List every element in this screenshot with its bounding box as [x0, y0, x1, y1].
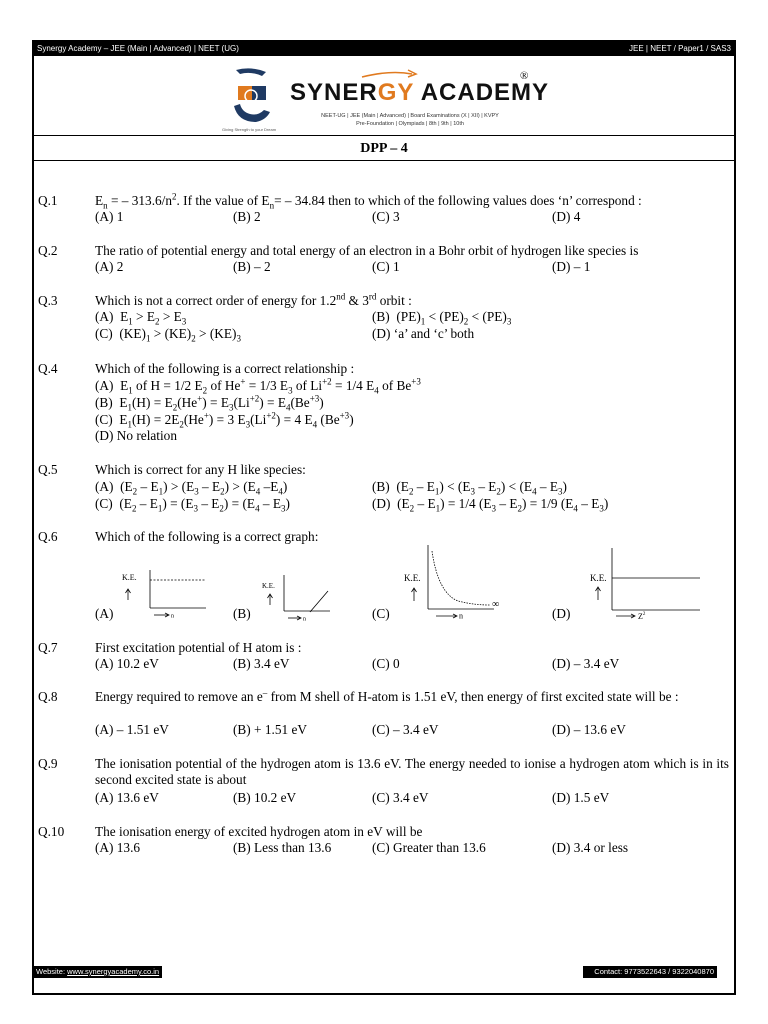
option-c[interactable]: (C) – 3.4 eV — [372, 722, 439, 737]
option-d[interactable]: (D) 4 — [552, 209, 581, 224]
option-d[interactable]: (D) $(E_2 - E_1) = 1/4$ $(E_3 - E_2) = 1/9$ $(E_4 - E_3)$ — [372, 496, 609, 514]
question-number: Q.3 — [38, 293, 58, 308]
option-d[interactable]: (D) – 13.6 eV — [552, 722, 626, 737]
option-c[interactable]: (C) 0 — [372, 656, 400, 671]
option-c[interactable]: (C) 3 — [372, 209, 400, 224]
graph-c — [398, 543, 508, 623]
option-a[interactable]: (A) — [95, 606, 114, 621]
option-b[interactable]: (B) $(E_2 - E_1) < (E_3 - E_2) < (E_4 - E_3)$ — [372, 479, 567, 497]
question-number: Q.10 — [38, 824, 65, 839]
page-title: DPP – 4 — [33, 137, 735, 161]
question-text: $E_n$ = – $313.6/n^2$. If the value of $E_n= - 34.84$ then to which of the following values does ‘n’ correspond : — [95, 191, 642, 211]
top-banner-left: Synergy Academy – JEE (Main | Advanced) | NEET (UG) — [37, 44, 239, 53]
graph-a-ylabel: K.E. — [122, 573, 137, 582]
option-d[interactable]: (D) ‘a’ and ‘c’ both — [372, 326, 475, 341]
option-d[interactable]: (D) – 3.4 eV — [552, 656, 620, 671]
question-text: Energy required to remove an e– from M shell of H-atom is 1.51 eV, then energy of first excited state will be : — [95, 687, 679, 704]
question-number: Q.9 — [38, 756, 58, 771]
option-c[interactable]: (C) $(KE)_1 > (KE)_2 > (KE)_3$ — [95, 326, 241, 344]
brand-name: SYNERGY ACADEMY — [290, 79, 550, 106]
option-c[interactable]: (C) — [372, 606, 390, 621]
question-number: Q.2 — [38, 243, 58, 258]
registered-mark: ® — [520, 70, 529, 82]
website-link[interactable]: www.synergyacademy.co.in — [67, 967, 160, 976]
question-number: Q.4 — [38, 361, 58, 376]
option-a[interactable]: (A) 13.6 eV — [95, 790, 159, 805]
option-d[interactable]: (D) 3.4 or less — [552, 840, 629, 855]
footer — [33, 966, 735, 978]
footer-website: Website: www.synergyacademy.co.in — [33, 966, 162, 978]
question-text: Which of the following is a correct relationship : — [95, 361, 355, 376]
option-c[interactable]: (C) $E_1(H) = 2E_2(He^+) = 3$ $E_3(Li^{+2}) = 4$ $E_4$ $(Be^{+3})$ — [95, 410, 354, 430]
option-a[interactable]: (A) – 1.51 eV — [95, 722, 169, 737]
graph-b-ylabel: K.E. — [262, 582, 275, 590]
option-b[interactable]: (B) + 1.51 eV — [233, 722, 307, 737]
option-b[interactable]: (B) $E_1(H) = E_2(He^+) = E_3(Li^{+2}) = E_4(Be^{+3})$ — [95, 393, 324, 413]
option-a[interactable]: (A) 1 — [95, 209, 124, 224]
option-c[interactable]: (C) 3.4 eV — [372, 790, 429, 805]
top-banner-right: JEE | NEET / Paper1 / SAS3 — [629, 44, 731, 53]
question-text: Which of the following is a correct graph: — [95, 529, 319, 544]
graph-c-infinity: ∞ — [492, 599, 500, 610]
graph-a-xlabel: n — [171, 613, 174, 618]
option-a[interactable]: (A) $(E_2 - E_1) > (E_3 - E_2) > (E_4$ $-E_4$) — [95, 479, 288, 497]
question-number: Q.8 — [38, 689, 58, 704]
question-number: Q.6 — [38, 529, 58, 544]
graph-c-xlabel: n — [459, 611, 463, 621]
option-d[interactable]: (D) – 1 — [552, 259, 591, 274]
option-c[interactable]: (C) $(E_2 - E_1) = (E_3 - E_2) = (E_4 - E_3)$ — [95, 496, 290, 514]
question-number: Q.7 — [38, 640, 58, 655]
question-text: The ionisation potential of the hydrogen atom is 13.6 eV. The energy needed to ionise a hydrogen atom which is in its second excited state is about — [95, 756, 729, 787]
question-number: Q.1 — [38, 193, 58, 208]
graph-a — [118, 562, 210, 618]
question-text: The ionisation energy of excited hydrogen atom in eV will be — [95, 824, 423, 839]
question-number: Q.5 — [38, 462, 58, 477]
logo-caption: Giving Strength to your Dream — [222, 127, 277, 132]
graph-d — [584, 546, 704, 622]
question-text: Which is not a correct order of energy for 1.2nd & 3rd orbit : — [95, 291, 412, 308]
tagline: NEET-UG | JEE (Main | Advanced) | Board Examinations (X | XII) | KVPY Pre-Foundation | Olympiads | 8th | 9th | 10th — [321, 113, 499, 127]
top-banner — [33, 42, 735, 56]
graph-c-ylabel: K.E. — [404, 573, 421, 583]
option-a[interactable]: (A) 10.2 eV — [95, 656, 159, 671]
option-a[interactable]: (A) 13.6 — [95, 840, 141, 855]
option-a[interactable]: (A) 2 — [95, 259, 124, 274]
option-d[interactable]: (D) — [552, 606, 571, 621]
option-b[interactable]: (B) – 2 — [233, 259, 271, 274]
option-b[interactable]: (B) Less than 13.6 — [233, 840, 332, 855]
graph-b — [258, 565, 338, 621]
graph-d-ylabel: K.E. — [590, 573, 607, 583]
question-text: The ratio of potential energy and total energy of an electron in a Bohr orbit of hydrogen like species is — [95, 243, 639, 258]
option-d[interactable]: (D) No relation — [95, 428, 177, 443]
question-text: First excitation potential of H atom is : — [95, 640, 302, 655]
option-d[interactable]: (D) 1.5 eV — [552, 790, 610, 805]
option-a[interactable]: (A) $E_1$ of H = 1/2 $E_2$ of He+ = 1/3 $E_3$ of $Li^{+2} = 1/4$ $E_4$ of $Be^{+3}$ — [95, 376, 421, 396]
option-b[interactable]: (B) — [233, 606, 251, 621]
question-text: Which is correct for any H like species: — [95, 462, 306, 477]
option-c[interactable]: (C) Greater than 13.6 — [372, 840, 486, 855]
option-b[interactable]: (B) 3.4 eV — [233, 656, 290, 671]
synergy-logo-icon — [226, 66, 276, 126]
option-b[interactable]: (B) 10.2 eV — [233, 790, 297, 805]
option-b[interactable]: (B) $(PE)_1 < (PE)_2 < (PE)_3$ — [372, 309, 512, 327]
option-a[interactable]: (A) $E_1 > E_2 > E_3$ — [95, 309, 187, 327]
option-b[interactable]: (B) 2 — [233, 209, 261, 224]
option-c[interactable]: (C) 1 — [372, 259, 400, 274]
graph-b-xlabel: n — [303, 616, 306, 621]
graph-d-xlabel: $Z^2$ — [638, 612, 646, 621]
footer-contact: Contact: 9773522643 / 9322040870 — [583, 966, 717, 978]
